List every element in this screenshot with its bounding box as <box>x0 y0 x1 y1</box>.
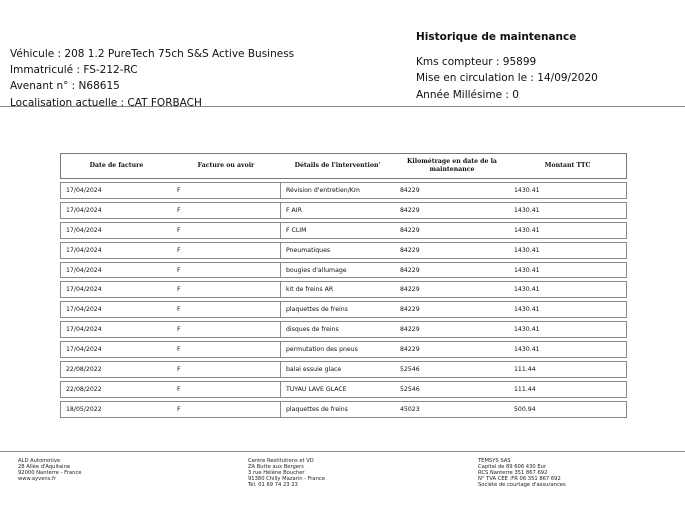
cell-invoice-type: F <box>172 242 280 259</box>
cell-intervention-details: balai essuie glace <box>280 361 395 378</box>
table-row <box>60 242 627 259</box>
cell-mileage: 52546 <box>395 361 509 378</box>
cell-mileage: 84229 <box>395 301 509 318</box>
history-info <box>416 29 598 103</box>
cell-invoice-type: F <box>172 361 280 378</box>
footer-line: 91380 Chilly Mazarin - France <box>248 475 325 482</box>
cell-invoice-type: F <box>172 202 280 219</box>
table-row <box>60 381 627 398</box>
header-divider <box>0 106 685 107</box>
cell-invoice-date: 17/04/2024 <box>60 242 172 259</box>
cell-invoice-type: F <box>172 182 280 199</box>
cell-mileage: 84229 <box>395 321 509 338</box>
cell-intervention-details: Pneumatiques <box>280 242 395 259</box>
vintage-year: Année Millésime : 0 <box>416 88 519 101</box>
cell-invoice-date: 17/04/2024 <box>60 262 172 279</box>
cell-invoice-date: 17/04/2024 <box>60 281 172 298</box>
cell-amount: 1430.41 <box>509 281 627 298</box>
footer-line: Centre Restitutions et VO <box>248 458 314 464</box>
cell-intervention-details: F CLIM <box>280 222 395 239</box>
cell-invoice-date: 22/08/2022 <box>60 361 172 378</box>
cell-mileage: 45023 <box>395 401 509 418</box>
registration-date: Mise en circulation le : 14/09/2020 <box>416 72 598 85</box>
maintenance-table-wrapper <box>60 150 627 421</box>
cell-intervention-details: plaquettes de freins <box>280 401 395 418</box>
header-invoice-type: Facture ou avoir <box>172 153 280 179</box>
cell-invoice-type: F <box>172 262 280 279</box>
table-row <box>60 341 627 358</box>
footer-return-center <box>248 459 325 489</box>
mileage: Kms compteur : 95899 <box>416 56 537 69</box>
cell-invoice-date: 17/04/2024 <box>60 321 172 338</box>
cell-mileage: 52546 <box>395 381 509 398</box>
cell-amount: 1430.41 <box>509 202 627 219</box>
footer-line: TEMSYS SAS <box>478 458 511 464</box>
cell-invoice-type: F <box>172 281 280 298</box>
cell-invoice-date: 17/04/2024 <box>60 222 172 239</box>
cell-mileage: 84229 <box>395 182 509 199</box>
footer-link[interactable]: www.ayvens.fr <box>18 475 57 482</box>
footer-company-address <box>18 459 81 483</box>
footer-line: 92000 Nanterre - France <box>18 469 82 476</box>
cell-mileage: 84229 <box>395 242 509 259</box>
page-title: Historique de maintenance <box>416 31 577 43</box>
cell-amount: 1430.41 <box>509 242 627 259</box>
footer-line: N° TVA CEE :FR 06 351 867 692 <box>478 475 561 482</box>
table-row <box>60 262 627 279</box>
table-row <box>60 222 627 239</box>
footer-line: RCS Nanterre 351 867 692 <box>478 469 548 476</box>
cell-invoice-type: F <box>172 341 280 358</box>
cell-intervention-details: disques de freins <box>280 321 395 338</box>
header-invoice-date: Date de facture <box>60 153 172 179</box>
table-header-row <box>60 153 627 179</box>
table-row <box>60 361 627 378</box>
maintenance-table <box>60 150 627 421</box>
footer-divider <box>0 451 685 452</box>
cell-invoice-date: 17/04/2024 <box>60 182 172 199</box>
cell-amount: 1430.41 <box>509 321 627 338</box>
cell-invoice-type: F <box>172 381 280 398</box>
cell-intervention-details: permutation des pneus <box>280 341 395 358</box>
header-amount: Montant TTC <box>509 153 627 179</box>
cell-mileage: 84229 <box>395 222 509 239</box>
vehicle-info <box>10 46 294 111</box>
cell-invoice-date: 18/05/2022 <box>60 401 172 418</box>
vehicle-model: Véhicule : 208 1.2 PureTech 75ch S&S Active Business <box>10 48 295 60</box>
table-row <box>60 401 627 418</box>
cell-amount: 1430.41 <box>509 222 627 239</box>
cell-invoice-type: F <box>172 321 280 338</box>
table-row <box>60 321 627 338</box>
table-row <box>60 281 627 298</box>
cell-invoice-date: 17/04/2024 <box>60 301 172 318</box>
cell-amount: 1430.41 <box>509 301 627 318</box>
cell-amount: 500.94 <box>509 401 627 418</box>
cell-invoice-date: 17/04/2024 <box>60 202 172 219</box>
vehicle-registration: Immatriculé : FS-212-RC <box>10 64 138 77</box>
header-intervention-details: Détails de l'intervention' <box>280 153 395 179</box>
table-row <box>60 182 627 199</box>
footer-line: ALD Automotive <box>18 458 61 464</box>
footer-line: Société de courtage d'assurances <box>478 481 566 488</box>
cell-mileage: 84229 <box>395 202 509 219</box>
footer-legal-info <box>478 459 566 489</box>
cell-amount: 111.44 <box>509 361 627 378</box>
table-row <box>60 202 627 219</box>
header-mileage: Kilométrage en date de la maintenance <box>395 153 509 179</box>
cell-mileage: 84229 <box>395 262 509 279</box>
cell-invoice-date: 22/08/2022 <box>60 381 172 398</box>
footer-line: ZA Butte aux Bergers <box>248 463 304 470</box>
cell-amount: 1430.41 <box>509 262 627 279</box>
cell-amount: 1430.41 <box>509 341 627 358</box>
cell-invoice-date: 17/04/2024 <box>60 341 172 358</box>
cell-amount: 111.44 <box>509 381 627 398</box>
cell-invoice-type: F <box>172 401 280 418</box>
vehicle-amendment: Avenant n° : N68615 <box>10 80 120 93</box>
cell-amount: 1430.41 <box>509 182 627 199</box>
cell-invoice-type: F <box>172 222 280 239</box>
cell-intervention-details: kit de freins AR <box>280 281 395 298</box>
cell-intervention-details: Révision d'entretien/Km <box>280 182 395 199</box>
footer-line: Tél. 01 69 74 23 23 <box>248 481 298 488</box>
cell-mileage: 84229 <box>395 341 509 358</box>
footer-line: Capital de 89 606 430 Eur <box>478 463 547 470</box>
cell-mileage: 84229 <box>395 281 509 298</box>
table-body <box>60 182 627 418</box>
footer-line: 3 rue Hélène Boucher <box>248 469 305 476</box>
vehicle-location: Localisation actuelle : CAT FORBACH <box>10 96 202 109</box>
cell-intervention-details: plaquettes de freins <box>280 301 395 318</box>
cell-intervention-details: bougies d'allumage <box>280 262 395 279</box>
cell-intervention-details: F AIR <box>280 202 395 219</box>
cell-invoice-type: F <box>172 301 280 318</box>
cell-intervention-details: TUYAU LAVE GLACE <box>280 381 395 398</box>
table-row <box>60 301 627 318</box>
footer-line: 28 Allée d'Aquitaine <box>18 463 71 470</box>
